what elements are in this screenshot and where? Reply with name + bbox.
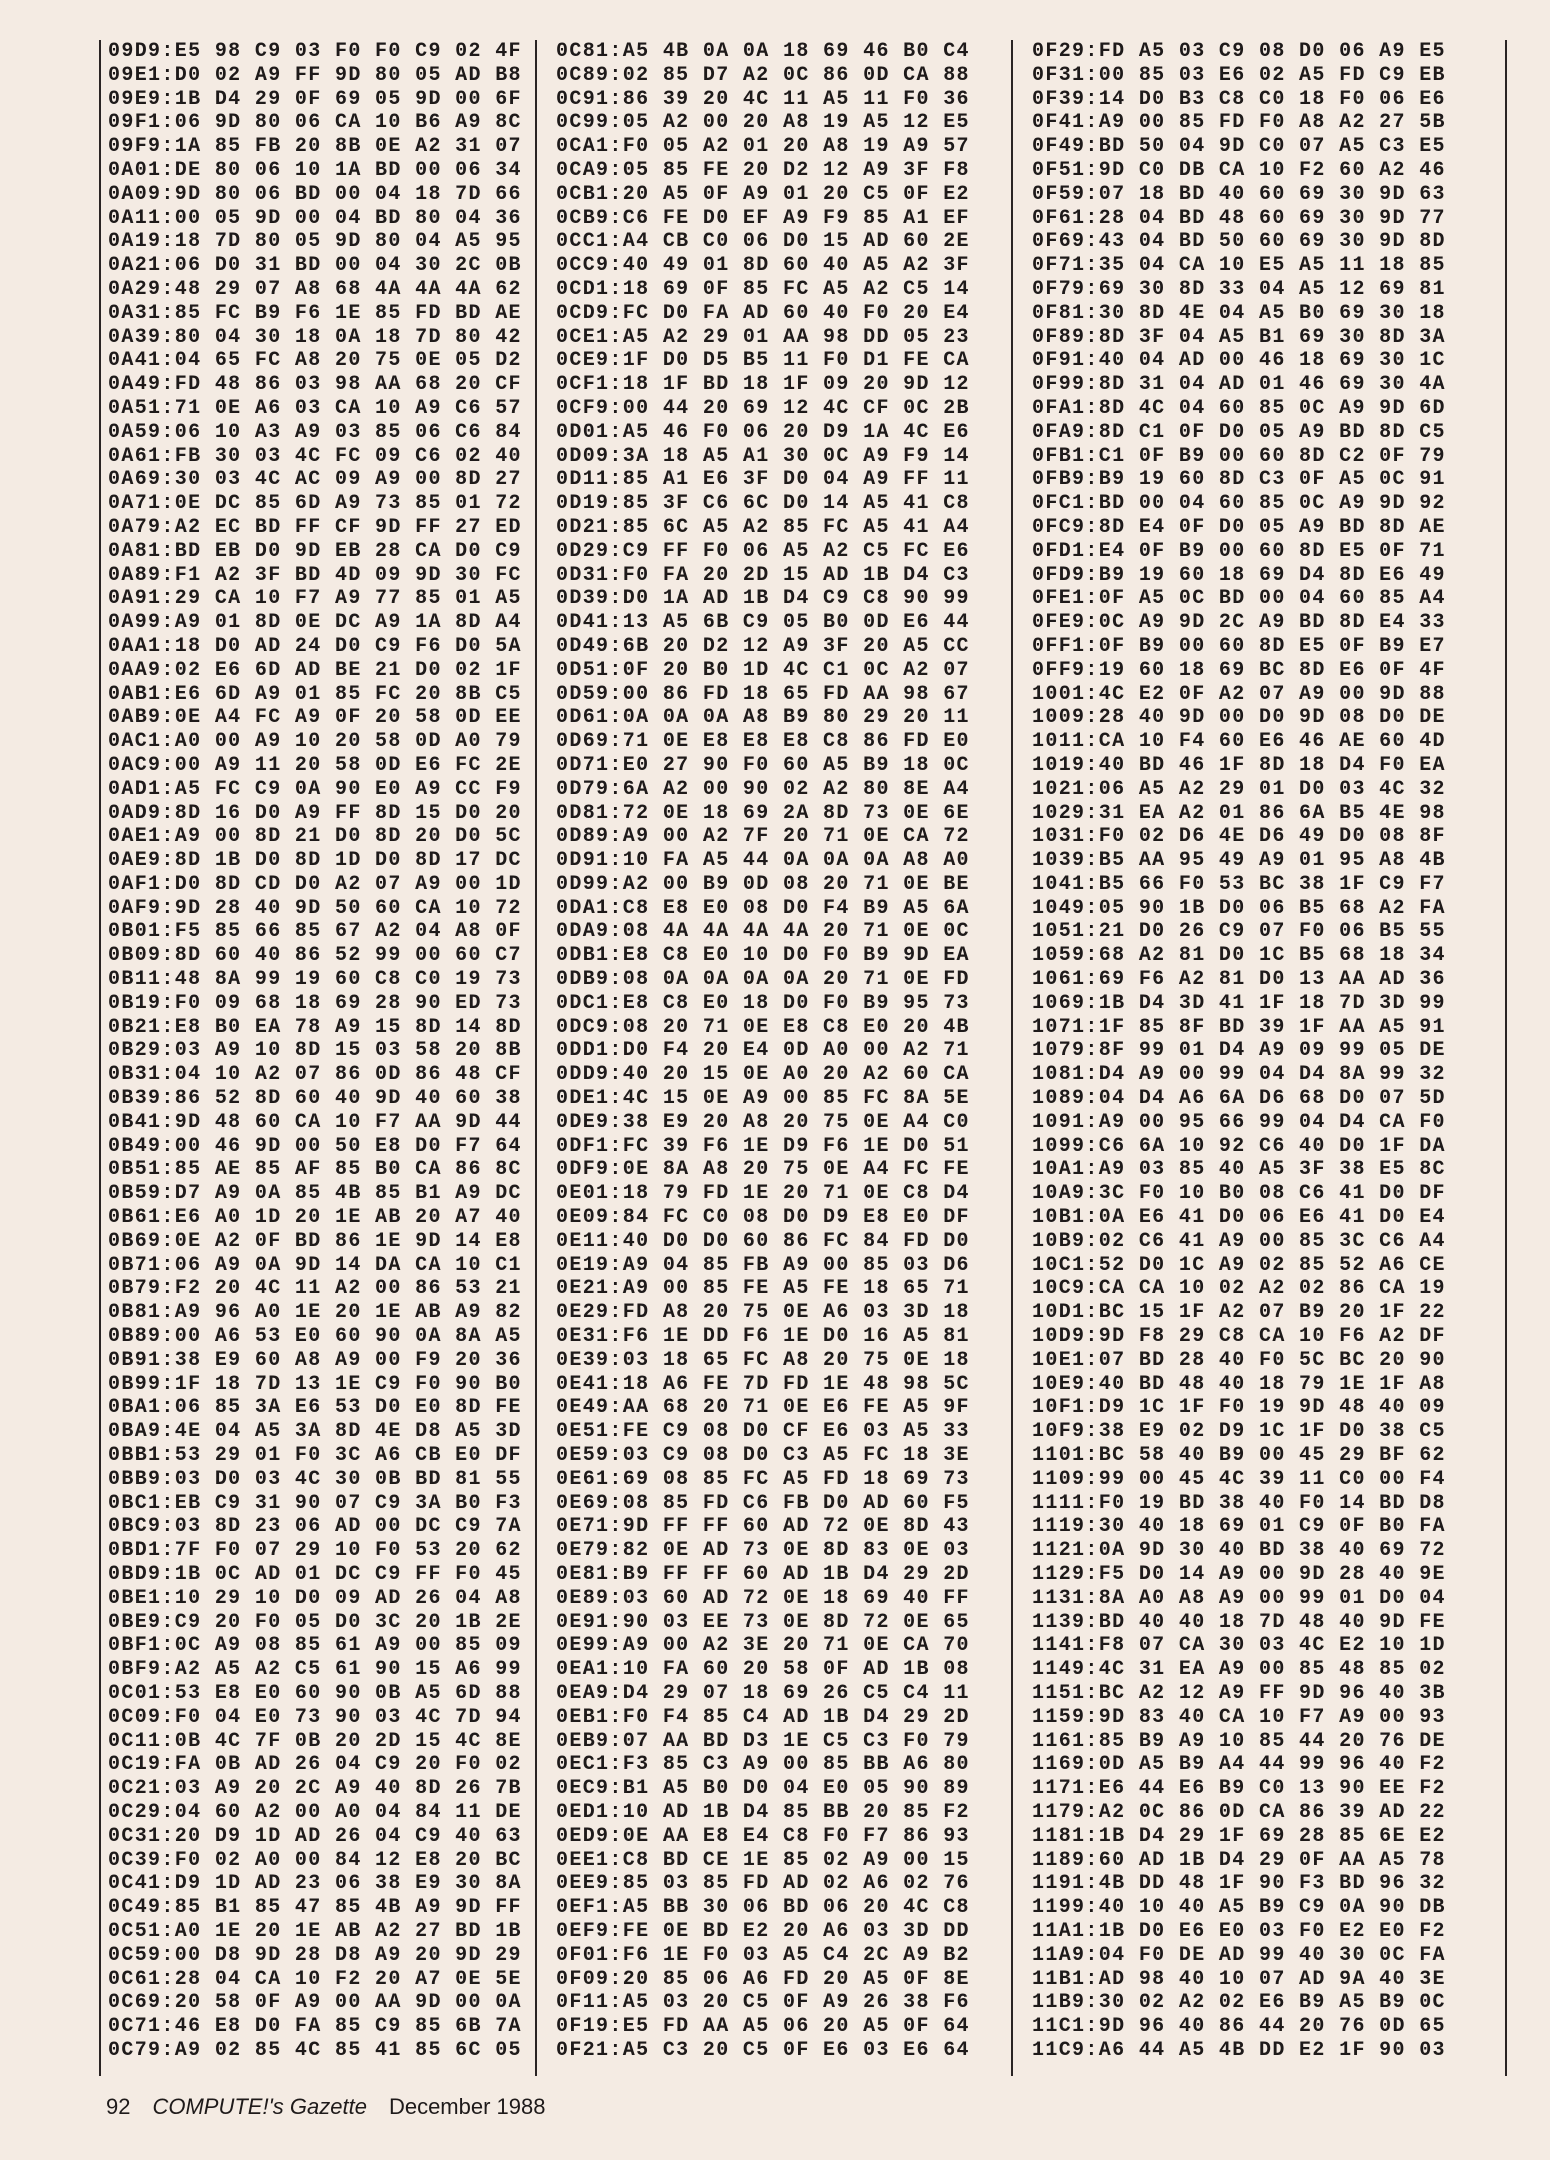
listing-line: 0A39:80 04 30 18 0A 18 7D 80 42 — [108, 325, 522, 349]
listing-line: 0E29:FD A8 20 75 0E A6 03 3D 18 — [556, 1301, 970, 1325]
listing-line: 0F29:FD A5 03 C9 08 D0 06 A9 E5 — [1032, 40, 1446, 63]
listing-line: 0B01:F5 85 66 85 67 A2 04 A8 0F — [108, 920, 522, 944]
listing-line: 0FA1:8D 4C 04 60 85 0C A9 9D 6D — [1032, 396, 1446, 420]
listing-line: 09F9:1A 85 FB 20 8B 0E A2 31 07 — [108, 135, 522, 159]
listing-line: 1091:A9 00 95 66 99 04 D4 CA F0 — [1032, 1110, 1446, 1134]
listing-line: 0CA9:05 85 FE 20 D2 12 A9 3F F8 — [556, 158, 970, 182]
listing-line: 1071:1F 85 8F BD 39 1F AA A5 91 — [1032, 1015, 1446, 1039]
listing-line: 0F01:F6 1E F0 03 A5 C4 2C A9 B2 — [556, 1943, 970, 1967]
listing-line: 0DE1:4C 15 0E A9 00 85 FC 8A 5E — [556, 1087, 970, 1111]
listing-line: 0DF1:FC 39 F6 1E D9 F6 1E D0 51 — [556, 1134, 970, 1158]
listing-line: 0AF9:9D 28 40 9D 50 60 CA 10 72 — [108, 896, 522, 920]
listing-line: 0E31:F6 1E DD F6 1E D0 16 A5 81 — [556, 1325, 970, 1349]
listing-line: 0C51:A0 1E 20 1E AB A2 27 BD 1B — [108, 1919, 522, 1943]
listing-line: 1171:E6 44 E6 B9 C0 13 90 EE F2 — [1032, 1777, 1446, 1801]
listing-line: 0C81:A5 4B 0A 0A 18 69 46 B0 C4 — [556, 40, 970, 63]
listing-line: 0B49:00 46 9D 00 50 E8 D0 F7 64 — [108, 1134, 522, 1158]
listing-line: 1049:05 90 1B D0 06 B5 68 A2 FA — [1032, 896, 1446, 920]
listing-line: 0AA9:02 E6 6D AD BE 21 D0 02 1F — [108, 658, 522, 682]
listing-line: 0F19:E5 FD AA A5 06 20 A5 0F 64 — [556, 2015, 970, 2039]
listing-line: 0A61:FB 30 03 4C FC 09 C6 02 40 — [108, 444, 522, 468]
listing-line: 0DD1:D0 F4 20 E4 0D A0 00 A2 71 — [556, 1039, 970, 1063]
listing-line: 0F39:14 D0 B3 C8 C0 18 F0 06 E6 — [1032, 87, 1446, 111]
listing-line: 0D79:6A A2 00 90 02 A2 80 8E A4 — [556, 777, 970, 801]
listing-line: 0A49:FD 48 86 03 98 AA 68 20 CF — [108, 373, 522, 397]
listing-line: 0B61:E6 A0 1D 20 1E AB 20 A7 40 — [108, 1206, 522, 1230]
listing-line: 1121:0A 9D 30 40 BD 38 40 69 72 — [1032, 1539, 1446, 1563]
listing-line: 11B9:30 02 A2 02 E6 B9 A5 B9 0C — [1032, 1991, 1446, 2015]
listing-line: 0B69:0E A2 0F BD 86 1E 9D 14 E8 — [108, 1229, 522, 1253]
listing-line: 0E51:FE C9 08 D0 CF E6 03 A5 33 — [556, 1420, 970, 1444]
listing-line: 0CD9:FC D0 FA AD 60 40 F0 20 E4 — [556, 301, 970, 325]
listing-line: 0CE1:A5 A2 29 01 AA 98 DD 05 23 — [556, 325, 970, 349]
listing-line: 0FC1:BD 00 04 60 85 0C A9 9D 92 — [1032, 492, 1446, 516]
listing-line: 0E59:03 C9 08 D0 C3 A5 FC 18 3E — [556, 1444, 970, 1468]
listing-line: 0CE9:1F D0 D5 B5 11 F0 D1 FE CA — [556, 349, 970, 373]
listing-line: 0E61:69 08 85 FC A5 FD 18 69 73 — [556, 1467, 970, 1491]
listing-line: 11B1:AD 98 40 10 07 AD 9A 40 3E — [1032, 1967, 1446, 1991]
listing-line: 0BB9:03 D0 03 4C 30 0B BD 81 55 — [108, 1467, 522, 1491]
listing-line: 0DC1:E8 C8 E0 18 D0 F0 B9 95 73 — [556, 991, 970, 1015]
listing-line: 0D31:F0 FA 20 2D 15 AD 1B D4 C3 — [556, 563, 970, 587]
listing-line: 0AC9:00 A9 11 20 58 0D E6 FC 2E — [108, 753, 522, 777]
listing-line: 0D21:85 6C A5 A2 85 FC A5 41 A4 — [556, 515, 970, 539]
listing-line: 0B79:F2 20 4C 11 A2 00 86 53 21 — [108, 1277, 522, 1301]
listing-line: 0D51:0F 20 B0 1D 4C C1 0C A2 07 — [556, 658, 970, 682]
listing-line: 1151:BC A2 12 A9 FF 9D 96 40 3B — [1032, 1681, 1446, 1705]
listing-line: 0D09:3A 18 A5 A1 30 0C A9 F9 14 — [556, 444, 970, 468]
listing-column-2 — [556, 40, 970, 2063]
listing-line: 0AB1:E6 6D A9 01 85 FC 20 8B C5 — [108, 682, 522, 706]
listing-line: 0D01:A5 46 F0 06 20 D9 1A 4C E6 — [556, 420, 970, 444]
listing-line: 1131:8A A0 A8 A9 00 99 01 D0 04 — [1032, 1586, 1446, 1610]
listing-line: 0B99:1F 18 7D 13 1E C9 F0 90 B0 — [108, 1372, 522, 1396]
listing-line: 0AD1:A5 FC C9 0A 90 E0 A9 CC F9 — [108, 777, 522, 801]
listing-line: 0E89:03 60 AD 72 0E 18 69 40 FF — [556, 1586, 970, 1610]
listing-line: 0A51:71 0E A6 03 CA 10 A9 C6 57 — [108, 396, 522, 420]
listing-line: 0EC1:F3 85 C3 A9 00 85 BB A6 80 — [556, 1753, 970, 1777]
listing-line: 0EA1:10 FA 60 20 58 0F AD 1B 08 — [556, 1658, 970, 1682]
listing-line: 0BA1:06 85 3A E6 53 D0 E0 8D FE — [108, 1396, 522, 1420]
listing-line: 0E21:A9 00 85 FE A5 FE 18 65 71 — [556, 1277, 970, 1301]
listing-line: 1139:BD 40 40 18 7D 48 40 9D FE — [1032, 1610, 1446, 1634]
listing-line: 0A69:30 03 4C AC 09 A9 00 8D 27 — [108, 468, 522, 492]
listing-line: 0D99:A2 00 B9 0D 08 20 71 0E BE — [556, 872, 970, 896]
listing-line: 0BF1:0C A9 08 85 61 A9 00 85 09 — [108, 1634, 522, 1658]
listing-line: 0BC9:03 8D 23 06 AD 00 DC C9 7A — [108, 1515, 522, 1539]
listing-line: 0B21:E8 B0 EA 78 A9 15 8D 14 8D — [108, 1015, 522, 1039]
listing-line: 0BD1:7F F0 07 29 10 F0 53 20 62 — [108, 1539, 522, 1563]
listing-line: 1079:8F 99 01 D4 A9 09 99 05 DE — [1032, 1039, 1446, 1063]
listing-line: 0C21:03 A9 20 2C A9 40 8D 26 7B — [108, 1777, 522, 1801]
listing-line: 0E41:18 A6 FE 7D FD 1E 48 98 5C — [556, 1372, 970, 1396]
listing-line: 0C41:D9 1D AD 23 06 38 E9 30 8A — [108, 1872, 522, 1896]
listing-line: 0FA9:8D C1 0F D0 05 A9 BD 8D C5 — [1032, 420, 1446, 444]
listing-line: 1099:C6 6A 10 92 C6 40 D0 1F DA — [1032, 1134, 1446, 1158]
listing-line: 0E19:A9 04 85 FB A9 00 85 03 D6 — [556, 1253, 970, 1277]
listing-line: 0FB9:B9 19 60 8D C3 0F A5 0C 91 — [1032, 468, 1446, 492]
listing-line: 1051:21 D0 26 C9 07 F0 06 B5 55 — [1032, 920, 1446, 944]
listing-line: 11C9:A6 44 A5 4B DD E2 1F 90 03 — [1032, 2038, 1446, 2062]
listing-line: 10B1:0A E6 41 D0 06 E6 41 D0 E4 — [1032, 1206, 1446, 1230]
listing-line: 10C1:52 D0 1C A9 02 85 52 A6 CE — [1032, 1253, 1446, 1277]
listing-line: 0C39:F0 02 A0 00 84 12 E8 20 BC — [108, 1848, 522, 1872]
listing-line: 0A99:A9 01 8D 0E DC A9 1A 8D A4 — [108, 611, 522, 635]
listing-line: 0BD9:1B 0C AD 01 DC C9 FF F0 45 — [108, 1563, 522, 1586]
listing-line: 0FF9:19 60 18 69 BC 8D E6 0F 4F — [1032, 658, 1446, 682]
listing-line: 0FE9:0C A9 9D 2C A9 BD 8D E4 33 — [1032, 611, 1446, 635]
listing-line: 0AF1:D0 8D CD D0 A2 07 A9 00 1D — [108, 872, 522, 896]
listing-line: 1101:BC 58 40 B9 00 45 29 BF 62 — [1032, 1444, 1446, 1468]
listing-line: 1001:4C E2 0F A2 07 A9 00 9D 88 — [1032, 682, 1446, 706]
listing-line: 0E91:90 03 EE 73 0E 8D 72 0E 65 — [556, 1610, 970, 1634]
listing-line: 0D81:72 0E 18 69 2A 8D 73 0E 6E — [556, 801, 970, 825]
listing-line: 0D41:13 A5 6B C9 05 B0 0D E6 44 — [556, 611, 970, 635]
listing-line: 0DB1:E8 C8 E0 10 D0 F0 B9 9D EA — [556, 944, 970, 968]
listing-line: 09E1:D0 02 A9 FF 9D 80 05 AD B8 — [108, 63, 522, 87]
listing-line: 0DA9:08 4A 4A 4A 4A 20 71 0E 0C — [556, 920, 970, 944]
listing-line: 0F91:40 04 AD 00 46 18 69 30 1C — [1032, 349, 1446, 373]
listing-line: 0D19:85 3F C6 6C D0 14 A5 41 C8 — [556, 492, 970, 516]
listing-line: 0AE1:A9 00 8D 21 D0 8D 20 D0 5C — [108, 825, 522, 849]
listing-line: 0CC1:A4 CB C0 06 D0 15 AD 60 2E — [556, 230, 970, 254]
listing-line: 1009:28 40 9D 00 D0 9D 08 D0 DE — [1032, 706, 1446, 730]
listing-line: 0C71:46 E8 D0 FA 85 C9 85 6B 7A — [108, 2015, 522, 2039]
listing-line: 0CB9:C6 FE D0 EF A9 F9 85 A1 EF — [556, 206, 970, 230]
listing-line: 0A19:18 7D 80 05 9D 80 04 A5 95 — [108, 230, 522, 254]
listing-line: 0FE1:0F A5 0C BD 00 04 60 85 A4 — [1032, 587, 1446, 611]
listing-line: 1191:4B DD 48 1F 90 F3 BD 96 32 — [1032, 1872, 1446, 1896]
listing-line: 0D39:D0 1A AD 1B D4 C9 C8 90 99 — [556, 587, 970, 611]
listing-line: 09F1:06 9D 80 06 CA 10 B6 A9 8C — [108, 111, 522, 135]
listing-line: 10A9:3C F0 10 B0 08 C6 41 D0 DF — [1032, 1182, 1446, 1206]
listing-line: 0B71:06 A9 0A 9D 14 DA CA 10 C1 — [108, 1253, 522, 1277]
listing-line: 0F69:43 04 BD 50 60 69 30 9D 8D — [1032, 230, 1446, 254]
page-number: 92 — [106, 2094, 131, 2119]
listing-line: 1081:D4 A9 00 99 04 D4 8A 99 32 — [1032, 1063, 1446, 1087]
listing-line: 1019:40 BD 46 1F 8D 18 D4 F0 EA — [1032, 753, 1446, 777]
listing-column-3 — [1032, 40, 1446, 2063]
listing-line: 1089:04 D4 A6 6A D6 68 D0 07 5D — [1032, 1087, 1446, 1111]
listing-line: 0CC9:40 49 01 8D 60 40 A5 A2 3F — [556, 254, 970, 278]
listing-line: 1111:F0 19 BD 38 40 F0 14 BD D8 — [1032, 1491, 1446, 1515]
listing-line: 0CF9:00 44 20 69 12 4C CF 0C 2B — [556, 396, 970, 420]
listing-line: 1129:F5 D0 14 A9 00 9D 28 40 9E — [1032, 1563, 1446, 1586]
listing-line: 0B51:85 AE 85 AF 85 B0 CA 86 8C — [108, 1158, 522, 1182]
listing-line: 1149:4C 31 EA A9 00 85 48 85 02 — [1032, 1658, 1446, 1682]
listing-line: 1069:1B D4 3D 41 1F 18 7D 3D 99 — [1032, 991, 1446, 1015]
listing-line: 0F49:BD 50 04 9D C0 07 A5 C3 E5 — [1032, 135, 1446, 159]
listing-line: 0A21:06 D0 31 BD 00 04 30 2C 0B — [108, 254, 522, 278]
listing-line: 10B9:02 C6 41 A9 00 85 3C C6 A4 — [1032, 1229, 1446, 1253]
listing-line: 1199:40 10 40 A5 B9 C9 0A 90 DB — [1032, 1896, 1446, 1920]
listing-line: 0B91:38 E9 60 A8 A9 00 F9 20 36 — [108, 1348, 522, 1372]
listing-line: 0B89:00 A6 53 E0 60 90 0A 8A A5 — [108, 1325, 522, 1349]
listing-line: 10E1:07 BD 28 40 F0 5C BC 20 90 — [1032, 1348, 1446, 1372]
listing-line: 1029:31 EA A2 01 86 6A B5 4E 98 — [1032, 801, 1446, 825]
listing-line: 0BA9:4E 04 A5 3A 8D 4E D8 A5 3D — [108, 1420, 522, 1444]
listing-line: 0A59:06 10 A3 A9 03 85 06 C6 84 — [108, 420, 522, 444]
listing-line: 1031:F0 02 D6 4E D6 49 D0 08 8F — [1032, 825, 1446, 849]
listing-line: 1041:B5 66 F0 53 BC 38 1F C9 F7 — [1032, 872, 1446, 896]
listing-line: 0F89:8D 3F 04 A5 B1 69 30 8D 3A — [1032, 325, 1446, 349]
listing-line: 0C69:20 58 0F A9 00 AA 9D 00 0A — [108, 1991, 522, 2015]
listing-line: 10F1:D9 1C 1F F0 19 9D 48 40 09 — [1032, 1396, 1446, 1420]
listing-line: 0D89:A9 00 A2 7F 20 71 0E CA 72 — [556, 825, 970, 849]
listing-line: 1181:1B D4 29 1F 69 28 85 6E E2 — [1032, 1824, 1446, 1848]
listing-line: 0EF1:A5 BB 30 06 BD 06 20 4C C8 — [556, 1896, 970, 1920]
listing-line: 0DD9:40 20 15 0E A0 20 A2 60 CA — [556, 1063, 970, 1087]
listing-line: 0AC1:A0 00 A9 10 20 58 0D A0 79 — [108, 730, 522, 754]
listing-line: 0F31:00 85 03 E6 02 A5 FD C9 EB — [1032, 63, 1446, 87]
listing-line: 0C91:86 39 20 4C 11 A5 11 F0 36 — [556, 87, 970, 111]
listing-line: 0B09:8D 60 40 86 52 99 00 60 C7 — [108, 944, 522, 968]
listing-line: 0E49:AA 68 20 71 0E E6 FE A5 9F — [556, 1396, 970, 1420]
listing-line: 0F21:A5 C3 20 C5 0F E6 03 E6 64 — [556, 2038, 970, 2062]
listing-line: 0AB9:0E A4 FC A9 0F 20 58 0D EE — [108, 706, 522, 730]
listing-line: 0E69:08 85 FD C6 FB D0 AD 60 F5 — [556, 1491, 970, 1515]
listing-line: 0EF9:FE 0E BD E2 20 A6 03 3D DD — [556, 1919, 970, 1943]
listing-line: 0A91:29 CA 10 F7 A9 77 85 01 A5 — [108, 587, 522, 611]
listing-line: 0E01:18 79 FD 1E 20 71 0E C8 D4 — [556, 1182, 970, 1206]
listing-line: 11A9:04 F0 DE AD 99 40 30 0C FA — [1032, 1943, 1446, 1967]
listing-line: 0CD1:18 69 0F 85 FC A5 A2 C5 14 — [556, 277, 970, 301]
page-footer — [106, 2094, 568, 2120]
listing-line: 0C11:0B 4C 7F 0B 20 2D 15 4C 8E — [108, 1729, 522, 1753]
listing-line: 0B19:F0 09 68 18 69 28 90 ED 73 — [108, 991, 522, 1015]
listing-line: 1189:60 AD 1B D4 29 0F AA A5 78 — [1032, 1848, 1446, 1872]
listing-line: 0BE9:C9 20 F0 05 D0 3C 20 1B 2E — [108, 1610, 522, 1634]
listing-line: 0E11:40 D0 D0 60 86 FC 84 FD D0 — [556, 1229, 970, 1253]
listing-line: 0D11:85 A1 E6 3F D0 04 A9 FF 11 — [556, 468, 970, 492]
listing-line: 0CB1:20 A5 0F A9 01 20 C5 0F E2 — [556, 182, 970, 206]
listing-line: 0C01:53 E8 E0 60 90 0B A5 6D 88 — [108, 1681, 522, 1705]
listing-line: 0F71:35 04 CA 10 E5 A5 11 18 85 — [1032, 254, 1446, 278]
column-rule-1 — [535, 40, 537, 2076]
listing-line: 0A09:9D 80 06 BD 00 04 18 7D 66 — [108, 182, 522, 206]
listing-line: 0B59:D7 A9 0A 85 4B 85 B1 A9 DC — [108, 1182, 522, 1206]
listing-line: 0C89:02 85 D7 A2 0C 86 0D CA 88 — [556, 63, 970, 87]
listing-line: 09E9:1B D4 29 0F 69 05 9D 00 6F — [108, 87, 522, 111]
listing-line: 0FB1:C1 0F B9 00 60 8D C2 0F 79 — [1032, 444, 1446, 468]
listing-line: 0EB1:F0 F4 85 C4 AD 1B D4 29 2D — [556, 1705, 970, 1729]
listing-line: 0A11:00 05 9D 00 04 BD 80 04 36 — [108, 206, 522, 230]
listing-line: 0E39:03 18 65 FC A8 20 75 0E 18 — [556, 1348, 970, 1372]
listing-line: 0EB9:07 AA BD D3 1E C5 C3 F0 79 — [556, 1729, 970, 1753]
listing-line: 1059:68 A2 81 D0 1C B5 68 18 34 — [1032, 944, 1446, 968]
listing-line: 0B41:9D 48 60 CA 10 F7 AA 9D 44 — [108, 1110, 522, 1134]
listing-line: 0D59:00 86 FD 18 65 FD AA 98 67 — [556, 682, 970, 706]
listing-line: 0C59:00 D8 9D 28 D8 A9 20 9D 29 — [108, 1943, 522, 1967]
listing-line: 0EC9:B1 A5 B0 D0 04 E0 05 90 89 — [556, 1777, 970, 1801]
column-rule-2 — [1011, 40, 1013, 2076]
column-rule-right — [1505, 40, 1507, 2076]
listing-line: 0F11:A5 03 20 C5 0F A9 26 38 F6 — [556, 1991, 970, 2015]
column-rule-left — [99, 40, 101, 2076]
listing-line: 0F81:30 8D 4E 04 A5 B0 69 30 18 — [1032, 301, 1446, 325]
listing-line: 0C49:85 B1 85 47 85 4B A9 9D FF — [108, 1896, 522, 1920]
listing-line: 0DE9:38 E9 20 A8 20 75 0E A4 C0 — [556, 1110, 970, 1134]
listing-line: 1169:0D A5 B9 A4 44 99 96 40 F2 — [1032, 1753, 1446, 1777]
listing-line: 0F79:69 30 8D 33 04 A5 12 69 81 — [1032, 277, 1446, 301]
listing-line: 0DC9:08 20 71 0E E8 C8 E0 20 4B — [556, 1015, 970, 1039]
listing-line: 0A31:85 FC B9 F6 1E 85 FD BD AE — [108, 301, 522, 325]
listing-line: 0E79:82 0E AD 73 0E 8D 83 0E 03 — [556, 1539, 970, 1563]
listing-column-1 — [108, 40, 522, 2063]
listing-line: 11A1:1B D0 E6 E0 03 F0 E2 E0 F2 — [1032, 1919, 1446, 1943]
listing-line: 0EE9:85 03 85 FD AD 02 A6 02 76 — [556, 1872, 970, 1896]
listing-line: 0AE9:8D 1B D0 8D 1D D0 8D 17 DC — [108, 849, 522, 873]
listing-line: 10F9:38 E9 02 D9 1C 1F D0 38 C5 — [1032, 1420, 1446, 1444]
listing-line: 0B11:48 8A 99 19 60 C8 C0 19 73 — [108, 968, 522, 992]
listing-line: 0F59:07 18 BD 40 60 69 30 9D 63 — [1032, 182, 1446, 206]
listing-line: 1161:85 B9 A9 10 85 44 20 76 DE — [1032, 1729, 1446, 1753]
listing-line: 1109:99 00 45 4C 39 11 C0 00 F4 — [1032, 1467, 1446, 1491]
listing-line: 0E71:9D FF FF 60 AD 72 0E 8D 43 — [556, 1515, 970, 1539]
listing-line: 10C9:CA CA 10 02 A2 02 86 CA 19 — [1032, 1277, 1446, 1301]
listing-line: 0AD9:8D 16 D0 A9 FF 8D 15 D0 20 — [108, 801, 522, 825]
magazine-title: COMPUTE!'s Gazette — [152, 2094, 367, 2119]
listing-line: 0A41:04 65 FC A8 20 75 0E 05 D2 — [108, 349, 522, 373]
listing-line: 1119:30 40 18 69 01 C9 0F B0 FA — [1032, 1515, 1446, 1539]
listing-line: 0C29:04 60 A2 00 A0 04 84 11 DE — [108, 1800, 522, 1824]
listing-line: 0DA1:C8 E8 E0 08 D0 F4 B9 A5 6A — [556, 896, 970, 920]
listing-line: 0FD1:E4 0F B9 00 60 8D E5 0F 71 — [1032, 539, 1446, 563]
listing-line: 1179:A2 0C 86 0D CA 86 39 AD 22 — [1032, 1800, 1446, 1824]
listing-line: 10D1:BC 15 1F A2 07 B9 20 1F 22 — [1032, 1301, 1446, 1325]
listing-line: 1039:B5 AA 95 49 A9 01 95 A8 4B — [1032, 849, 1446, 873]
listing-line: 0A71:0E DC 85 6D A9 73 85 01 72 — [108, 492, 522, 516]
listing-line: 1061:69 F6 A2 81 D0 13 AA AD 36 — [1032, 968, 1446, 992]
listing-line: 0B81:A9 96 A0 1E 20 1E AB A9 82 — [108, 1301, 522, 1325]
listing-line: 10D9:9D F8 29 C8 CA 10 F6 A2 DF — [1032, 1325, 1446, 1349]
listing-line: 0C31:20 D9 1D AD 26 04 C9 40 63 — [108, 1824, 522, 1848]
listing-line: 0D71:E0 27 90 F0 60 A5 B9 18 0C — [556, 753, 970, 777]
listing-line: 0BE1:10 29 10 D0 09 AD 26 04 A8 — [108, 1586, 522, 1610]
listing-line: 11C1:9D 96 40 86 44 20 76 0D 65 — [1032, 2015, 1446, 2039]
listing-line: 0FF1:0F B9 00 60 8D E5 0F B9 E7 — [1032, 634, 1446, 658]
listing-line: 0AA1:18 D0 AD 24 D0 C9 F6 D0 5A — [108, 634, 522, 658]
listing-line: 0E99:A9 00 A2 3E 20 71 0E CA 70 — [556, 1634, 970, 1658]
listing-line: 0B31:04 10 A2 07 86 0D 86 48 CF — [108, 1063, 522, 1087]
listing-line: 0C61:28 04 CA 10 F2 20 A7 0E 5E — [108, 1967, 522, 1991]
listing-line: 0D29:C9 FF F0 06 A5 A2 C5 FC E6 — [556, 539, 970, 563]
listing-line: 0BF9:A2 A5 A2 C5 61 90 15 A6 99 — [108, 1658, 522, 1682]
listing-line: 0A01:DE 80 06 10 1A BD 00 06 34 — [108, 158, 522, 182]
listing-line: 0B29:03 A9 10 8D 15 03 58 20 8B — [108, 1039, 522, 1063]
listing-line: 0A81:BD EB D0 9D EB 28 CA D0 C9 — [108, 539, 522, 563]
listing-line: 0EE1:C8 BD CE 1E 85 02 A9 00 15 — [556, 1848, 970, 1872]
listing-line: 1021:06 A5 A2 29 01 D0 03 4C 32 — [1032, 777, 1446, 801]
listing-line: 0A79:A2 EC BD FF CF 9D FF 27 ED — [108, 515, 522, 539]
listing-line: 0BB1:53 29 01 F0 3C A6 CB E0 DF — [108, 1444, 522, 1468]
listing-line: 0D61:0A 0A 0A A8 B9 80 29 20 11 — [556, 706, 970, 730]
listing-line: 10A1:A9 03 85 40 A5 3F 38 E5 8C — [1032, 1158, 1446, 1182]
listing-line: 0F61:28 04 BD 48 60 69 30 9D 77 — [1032, 206, 1446, 230]
listing-line: 0C09:F0 04 E0 73 90 03 4C 7D 94 — [108, 1705, 522, 1729]
listing-line: 0A89:F1 A2 3F BD 4D 09 9D 30 FC — [108, 563, 522, 587]
listing-line: 0D69:71 0E E8 E8 E8 C8 86 FD E0 — [556, 730, 970, 754]
listing-line: 0C99:05 A2 00 20 A8 19 A5 12 E5 — [556, 111, 970, 135]
listing-line: 09D9:E5 98 C9 03 F0 F0 C9 02 4F — [108, 40, 522, 63]
listing-line: 0FD9:B9 19 60 18 69 D4 8D E6 49 — [1032, 563, 1446, 587]
listing-line: 0CF1:18 1F BD 18 1F 09 20 9D 12 — [556, 373, 970, 397]
listing-line: 0F41:A9 00 85 FD F0 A8 A2 27 5B — [1032, 111, 1446, 135]
listing-line: 0ED9:0E AA E8 E4 C8 F0 F7 86 93 — [556, 1824, 970, 1848]
listing-line: 0FC9:8D E4 0F D0 05 A9 BD 8D AE — [1032, 515, 1446, 539]
listing-line: 0A29:48 29 07 A8 68 4A 4A 4A 62 — [108, 277, 522, 301]
listing-line: 0F99:8D 31 04 AD 01 46 69 30 4A — [1032, 373, 1446, 397]
listing-line: 0B39:86 52 8D 60 40 9D 40 60 38 — [108, 1087, 522, 1111]
listing-line: 0D49:6B 20 D2 12 A9 3F 20 A5 CC — [556, 634, 970, 658]
listing-line: 0DF9:0E 8A A8 20 75 0E A4 FC FE — [556, 1158, 970, 1182]
listing-line: 0E09:84 FC C0 08 D0 D9 E8 E0 DF — [556, 1206, 970, 1230]
listing-line: 0F09:20 85 06 A6 FD 20 A5 0F 8E — [556, 1967, 970, 1991]
listing-line: 0C79:A9 02 85 4C 85 41 85 6C 05 — [108, 2038, 522, 2062]
listing-line: 0DB9:08 0A 0A 0A 0A 20 71 0E FD — [556, 968, 970, 992]
listing-line: 10E9:40 BD 48 40 18 79 1E 1F A8 — [1032, 1372, 1446, 1396]
listing-line: 0C19:FA 0B AD 26 04 C9 20 F0 02 — [108, 1753, 522, 1777]
listing-line: 1011:CA 10 F4 60 E6 46 AE 60 4D — [1032, 730, 1446, 754]
listing-line: 0F51:9D C0 DB CA 10 F2 60 A2 46 — [1032, 158, 1446, 182]
listing-line: 0E81:B9 FF FF 60 AD 1B D4 29 2D — [556, 1563, 970, 1586]
issue-date: December 1988 — [388, 2094, 546, 2119]
listing-line: 0CA1:F0 05 A2 01 20 A8 19 A9 57 — [556, 135, 970, 159]
listing-line: 0ED1:10 AD 1B D4 85 BB 20 85 F2 — [556, 1800, 970, 1824]
listing-line: 0EA9:D4 29 07 18 69 26 C5 C4 11 — [556, 1681, 970, 1705]
listing-line: 0BC1:EB C9 31 90 07 C9 3A B0 F3 — [108, 1491, 522, 1515]
listing-line: 1159:9D 83 40 CA 10 F7 A9 00 93 — [1032, 1705, 1446, 1729]
listing-line: 0D91:10 FA A5 44 0A 0A 0A A8 A0 — [556, 849, 970, 873]
listing-line: 1141:F8 07 CA 30 03 4C E2 10 1D — [1032, 1634, 1446, 1658]
